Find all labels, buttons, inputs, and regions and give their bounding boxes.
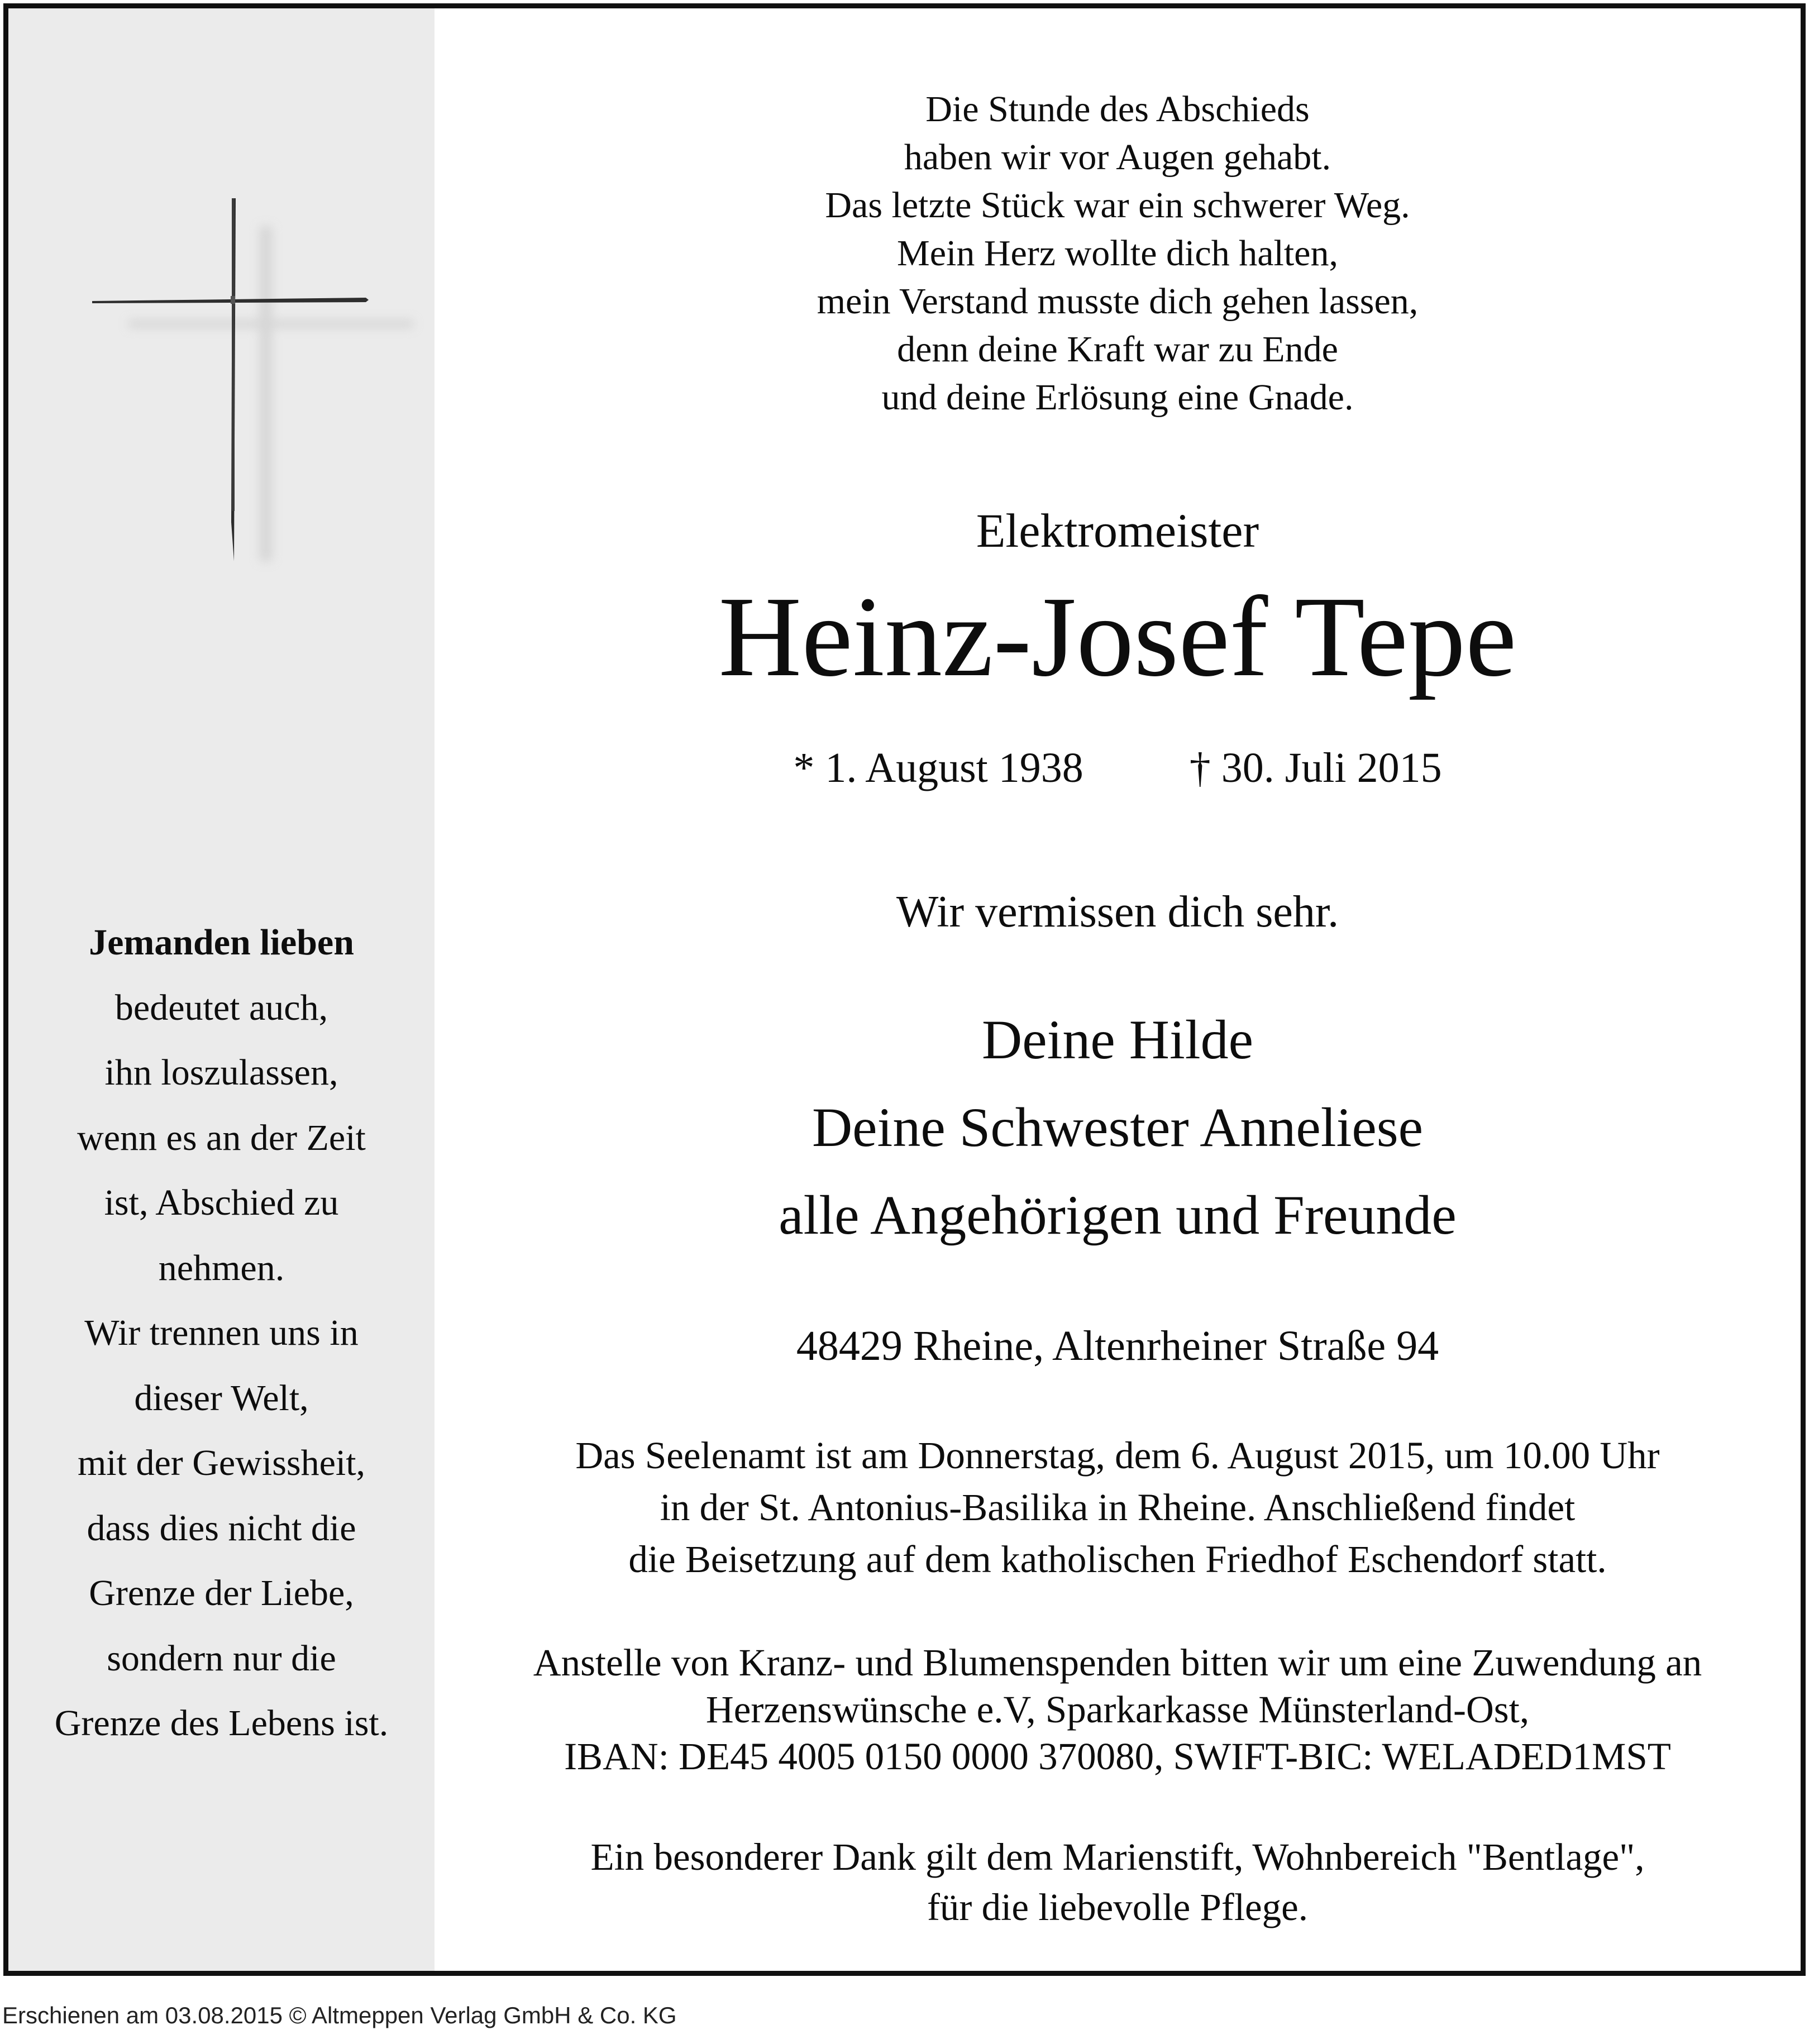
family-line: alle Angehörigen und Freunde [779, 1184, 1457, 1246]
service-line: in der St. Antonius-Basilika in Rheine. Anschließend findet [660, 1486, 1576, 1529]
side-poem-line: dass dies nicht die [87, 1507, 356, 1549]
cross-icon [75, 176, 433, 578]
poem-line: Das letzte Stück war ein schwerer Weg. [825, 185, 1410, 226]
deceased-name: Heinz-Josef Tepe [718, 572, 1517, 700]
service-line: die Beisetzung auf dem katholischen Friedhof Eschendorf statt. [628, 1538, 1607, 1580]
birth-date: * 1. August 1938 [793, 744, 1083, 791]
main-content [435, 8, 1801, 1971]
poem-line: mein Verstand musste dich gehen lassen, [817, 281, 1419, 322]
side-poem-line: mit der Gewissheit, [77, 1443, 366, 1483]
address: 48429 Rheine, Altenrheiner Straße 94 [796, 1322, 1439, 1369]
death-date: † 30. Juli 2015 [1189, 744, 1442, 791]
life-dates [435, 740, 1801, 796]
side-poem [8, 910, 435, 1756]
side-poem-line: Jemanden lieben [89, 922, 354, 963]
side-poem-line: ihn loszulassen, [104, 1052, 338, 1093]
family-signatures [435, 996, 1801, 1259]
profession: Elektromeister [976, 504, 1259, 557]
poem-line: haben wir vor Augen gehabt. [904, 137, 1331, 178]
side-poem-line: bedeutet auch, [114, 987, 328, 1028]
side-poem-line: wenn es an der Zeit [77, 1117, 366, 1158]
service-info [435, 1430, 1801, 1585]
family-line: Deine Hilde [982, 1009, 1253, 1071]
donation-line: Anstelle von Kranz- und Blumenspenden bitten wir um eine Zuwendung an [533, 1641, 1702, 1684]
publication-footer: Erschienen am 03.08.2015 © Altmeppen Verlag GmbH & Co. KG [2, 2002, 677, 2028]
side-poem-line: ist, Abschied zu [104, 1182, 339, 1223]
side-poem-line: Grenze der Liebe, [89, 1573, 354, 1613]
service-line: Das Seelenamt ist am Donnerstag, dem 6. August 2015, um 10.00 Uhr [575, 1434, 1660, 1477]
thanks-line: für die liebevolle Pflege. [927, 1886, 1309, 1928]
side-poem-line: dieser Welt, [134, 1377, 309, 1419]
obituary-frame [3, 3, 1806, 1976]
side-poem-line: Wir trennen uns in [84, 1312, 359, 1353]
miss-line: Wir vermissen dich sehr. [896, 887, 1339, 937]
poem-line: Die Stunde des Abschieds [925, 89, 1310, 130]
sidebar [8, 8, 435, 1971]
side-poem-line: sondern nur die [107, 1637, 336, 1679]
poem-line: und deine Erlösung eine Gnade. [881, 377, 1354, 418]
poem-line: Mein Herz wollte dich halten, [897, 233, 1338, 274]
donation-line: Herzenswünsche e.V, Sparkarkasse Münsterland-Ost, [705, 1688, 1530, 1731]
side-poem-line: Grenze des Lebens ist. [54, 1703, 389, 1744]
donation-info [435, 1639, 1801, 1780]
opening-poem [435, 85, 1801, 422]
thanks-line: Ein besonderer Dank gilt dem Marienstift, Wohnbereich "Bentlage", [590, 1836, 1645, 1878]
family-line: Deine Schwester Anneliese [811, 1096, 1424, 1158]
donation-line: IBAN: DE45 4005 0150 0000 370080, SWIFT-BIC: WELADED1MST [564, 1735, 1671, 1778]
thanks-note [435, 1832, 1801, 1932]
side-poem-line: nehmen. [158, 1247, 285, 1288]
poem-line: denn deine Kraft war zu Ende [897, 329, 1338, 370]
